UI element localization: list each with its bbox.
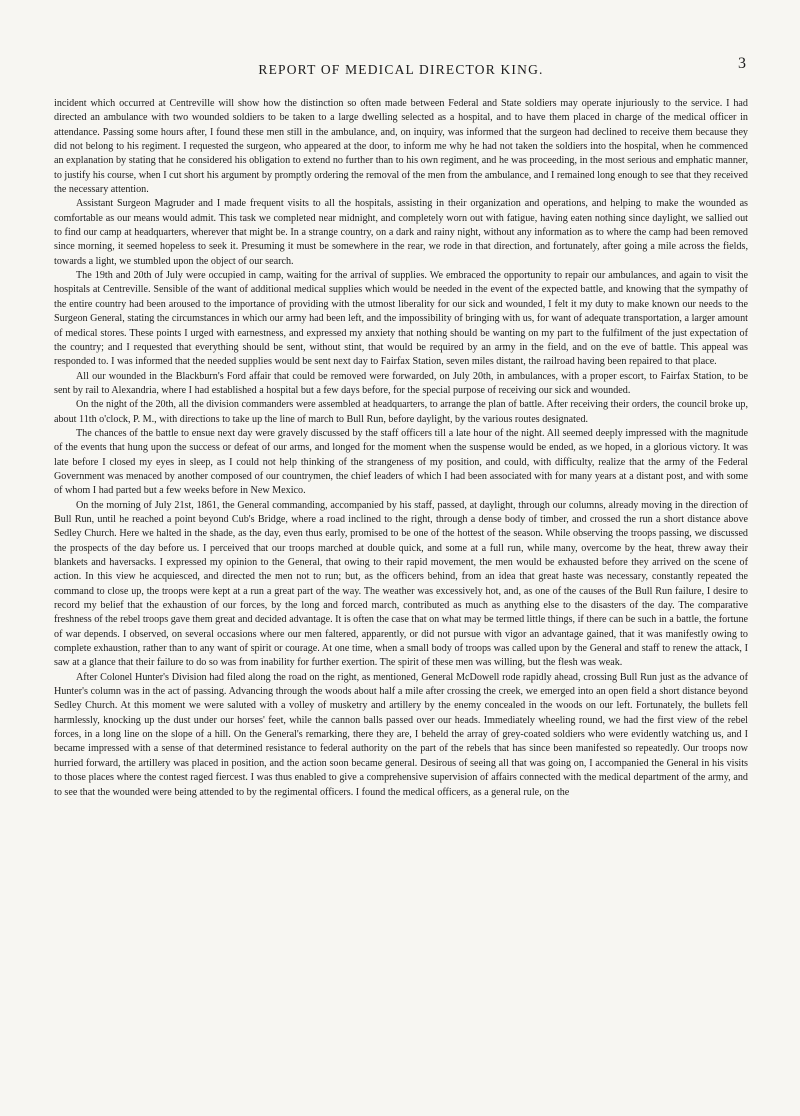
running-head [54,55,748,78]
paragraph: After Colonel Hunter's Division had filed along the road on the right, as mentioned, General McDowell rode rapidly ahead, crossing Bull Run just as the advance of Hunter's column was in the act of passing. Advancing through the woods about half a mile after crossing the creek, we emerged into an open field a short distance beyond Sedley Church. At this moment we were saluted with a volley of musketry and artillery by the enemy concealed in the woods on our left. Fortunately, the bullets fell harmlessly, knocking up the dust under our horses' feet, while the cannon balls passed over our heads. Immediately wheeling round, we had the first view of the rebel forces, in a long line on the slope of a hill. On the General's remarking, there they are, I beheld the array of grey-coated soldiers who were evidently watching us, and I became impressed with a sense of that determined resistance to federal authority on the part of the rebels that has since been manifested so repeatedly. Our troops now hurried forward, the artillery was placed in position, and the action soon became general. Desirous of seeing all that was going on, I accompanied the General in his visits to those places where the contest raged fiercest. I was thus enabled to give a comprehensive supervision of affairs connected with the medical department of the army, and to see that the wounded were being attended to by the regimental officers. I found the medical officers, as a general rule, on the [54,671,748,798]
paragraph: Assistant Surgeon Magruder and I made frequent visits to all the hospitals, assisting in their organization and operations, and helping to make the wounded as comfortable as our means would admit. This task we completed near midnight, and completely worn out with fatigue, having eaten nothing since daylight, we sallied out to find our camp at headquarters, wherever that might be. In a strange country, on a dark and rainy night, without any information as to where the camp had been removed since morning, it seemed hopeless to seek it. Presuming it must be somewhere in the rear, we rode in that direction, and fortunately, after going a mile across the fields, towards a light, we stumbled upon the object of our search. [54,198,748,267]
body-text [54,97,748,800]
page-number: 3 [738,55,746,72]
running-title: REPORT OF MEDICAL DIRECTOR KING. [258,62,544,77]
paragraph: The 19th and 20th of July were occupied in camp, waiting for the arrival of supplies. We embraced the opportunity to repair our ambulances, and again to visit the hospitals at Centreville. Sensible of the want of additional medical supplies which would be needed in the event of the expected battle, and knowing that the sympathy of the entire country had been aroused to the importance of providing with the utmost liberality for our sick and wounded, I felt it my duty to make known our needs to the Surgeon General, stating the circumstances in which our army had been left, and the impossibility of bringing with us, for want of adequate transportation, a larger amount of medical stores. These points I urged with earnestness, and expressed my anxiety that nothing should be wanting on my part to the fulfilment of the just expectation of the country; and I requested that everything should be sent, without stint, that would be required by an army in the field, and on the eve of battle. This appeal was responded to. I was informed that the needed supplies would be sent next day to Fairfax Station, seven miles distant, the railroad having been repaired to that place. [54,270,748,368]
paragraph: incident which occurred at Centreville will show how the distinction so often made between Federal and State soldiers may operate injuriously to the service. I had directed an ambulance with two wounded soldiers to be taken to a large dwelling selected as a hospital, and to have them placed in charge of the medical officer in attendance. Passing some hours after, I found these men still in the ambulance, and, on inquiry, was informed that the surgeon had declined to receive them because they did not belong to his regiment. I requested the surgeon, who appeared at the door, to inform me why he had not taken the soldiers into the hospital, when he commenced an explanation by stating that he considered his obligation to extend no further than to his own regiment, and he was proceeding, in the most serious and emphatic manner, to justify his course, when I cut short his argument by promptly ordering the removal of the men from the ambulance, and I remained long enough to see that they received the necessary attention. [54,98,748,196]
paragraph: On the morning of July 21st, 1861, the General commanding, accompanied by his staff, passed, at daylight, through our columns, already moving in the direction of Bull Run, until he reached a point beyond Cub's Bridge, where a road inclined to the right, through a dense body of timber, and crossed the run a short distance above Sedley Church. Here we halted in the shade, as the day, even thus early, promised to be one of the hottest of the season. While observing the troops passing, we discussed the prospects of the day before us. I perceived that our troops marched at double quick, and some at a full run, while many, overcome by the heat, threw away their blankets and haversacks. I expressed my opinion to the General, that owing to their rapid movement, the men would be exhausted before they arrived on the scene of action. In this view he acquiesced, and directed the men not to run; but, as the officers behind, from an idea that great haste was necessary, constantly repeated the command to close up, the troops were kept at a run a great part of the way. The weather was excessively hot, and, as one of the causes of the Bull Run failure, I desire to record my belief that the exhaustion of our forces, by the long and forced march, contributed as much as anything else to the disasters of the day. The comparative freshness of the rebel troops gave them great and decided advantage. It is often the case that on what may be termed little things, if there can be such in a battle, the fortune of war depends. I observed, on several occasions where our men faltered, apparently, or did not pursue with vigor an advantage gained, that it was manifestly owing to complete exhaustion, rather than to any want of spirit or courage. At one time, when a small body of troops was called upon by the General and staff to renew the attack, I saw at a glance that their failure to do so was from inability for further exertion. The spirit of these men was willing, but the flesh was weak. [54,499,748,669]
paragraph: All our wounded in the Blackburn's Ford affair that could be removed were forwarded, on July 20th, in ambulances, with a proper escort, to Fairfax Station, to be sent by rail to Alexandria, where I had established a hospital but a few days before, for the special purpose of receiving our sick and wounded. [54,370,748,396]
paragraph: On the night of the 20th, all the division commanders were assembled at headquarters, to arrange the plan of battle. After receiving their orders, the council broke up, about 11th o'clock, P. M., with directions to take up the line of march to Bull Run, before daylight, by the various routes designated. [54,399,748,425]
paragraph: The chances of the battle to ensue next day were gravely discussed by the staff officers till a late hour of the night. All seemed deeply impressed with the magnitude of the events that hung upon the success or defeat of our arms, and longed for the moment when the suspense would be ended, as we hoped, in a glorious victory. It was late before I closed my eyes in sleep, as I could not help thinking of the strangeness of my position, and could, with difficulty, realize that the army of the Federal Government was menaced by another composed of our countrymen, the chief leaders of which I had been associated with for many years at a distant post, and with some of whom I had parted but a few weeks before in New Mexico. [54,427,748,497]
